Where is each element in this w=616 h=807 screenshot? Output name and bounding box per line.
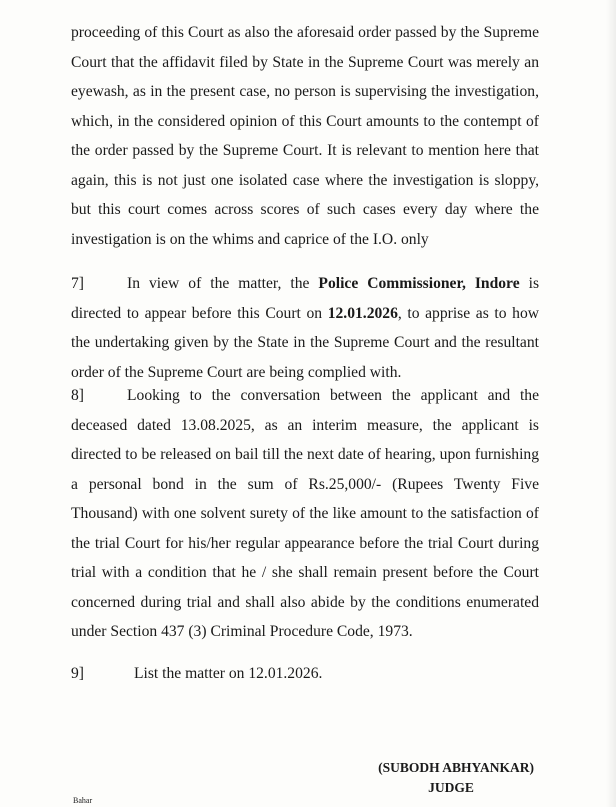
paragraph-7-text-pre: In view of the matter, the bbox=[127, 275, 319, 292]
paragraph-continuation: proceeding of this Court as also the aforesaid order passed by the Supreme Court that the affidavit filed by State in the Supreme Court was merely an eyewash, as in the present case, no person is supervising the investigation, which, in the considered opinion of this Court amounts to the contempt of the order passed by the Supreme Court. It is relevant to mention here that again, this is not just one isolated case where the investigation is sloppy, but this court comes across scores of such cases every day where the investigation is on the whims and caprice of the I.O. only bbox=[71, 24, 539, 248]
paragraph-8-text: Looking to the conversation between the applicant and the deceased dated 13.08.2025, as an interim measure, the applicant is directed to be released on bail till the next date of hearing, upon furnishing a personal bond in the sum of Rs.25,000/- (Rupees Twenty Five Thousand) with one solvent surety of the like amount to the satisfaction of the trial Court for his/her regular appearance before the trial Court during trial with a condition that he / she shall remain present before the Court concerned during trial and shall also abide by the conditions enumerated under Section 437 (3) Criminal Procedure Code, 1973. bbox=[71, 387, 539, 640]
paragraph-7-text-mid: is directed to appear before this Court on bbox=[71, 275, 540, 322]
paragraph-7-bold-date: 12.01.2026 bbox=[327, 304, 398, 322]
paragraph-9-number: 9] bbox=[71, 665, 84, 682]
judge-title: JUDGE bbox=[428, 780, 474, 795]
judge-name: (SUBODH ABHYANKAR) bbox=[378, 760, 534, 775]
paragraph-8-number: 8] bbox=[71, 387, 84, 404]
paragraph-9-text: List the matter on 12.01.2026. bbox=[134, 665, 323, 682]
paragraph-7-bold-commissioner: Police Commissioner, Indore bbox=[318, 275, 520, 292]
signature-block bbox=[378, 758, 534, 798]
footer-initials: Bahar bbox=[73, 796, 93, 805]
paragraph-7-text-post: , to apprise as to how the undertaking given by the State in the Supreme Court and the resultant order of the Supreme Court are being complied with. bbox=[71, 304, 539, 381]
page-edge-shadow bbox=[606, 0, 616, 807]
paragraph-7 bbox=[71, 269, 539, 387]
paragraph-7-number: 7] bbox=[71, 275, 84, 292]
paragraph-9 bbox=[71, 659, 539, 689]
paragraph-8 bbox=[71, 381, 539, 647]
